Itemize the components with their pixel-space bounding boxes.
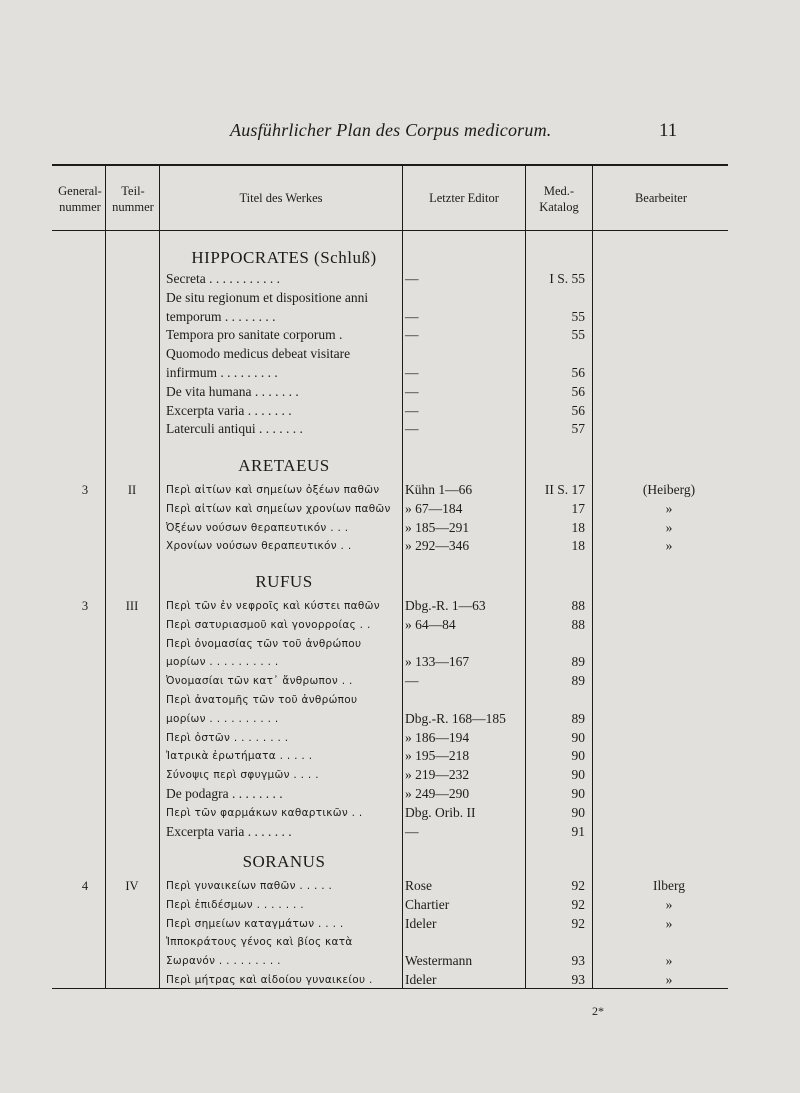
table-row [0,500,800,518]
cell-title: μορίων . . . . . . . . . . [166,656,279,669]
cell-bearbeiter: » [665,896,673,912]
cell-katalog: 89 [571,673,585,689]
cell-katalog: 57 [571,421,585,437]
table-row [0,345,800,363]
cell-editor: — [405,383,419,399]
table-row [0,635,800,653]
cell-title: temporum . . . . . . . . [166,308,276,324]
cell-katalog: 90 [571,729,585,745]
cell-editor: » 64—84 [405,616,456,632]
cell-title: Χρονίων νούσων θεραπευτικόν . . [166,540,352,553]
cell-title: De podagra . . . . . . . . [166,786,283,801]
table-row [0,915,800,933]
table-row [0,653,800,671]
cell-title: Tempora pro sanitate corporum . [166,327,343,343]
cell-editor: Dbg. Orib. II [405,804,476,820]
table-row [0,804,800,822]
cell-teil: IV [125,879,139,893]
cell-title: Σωρανόν . . . . . . . . . [166,955,281,968]
table-row [0,896,800,914]
table-row [0,766,800,784]
cell-editor: » 67—184 [405,500,463,516]
cell-title: Excerpta varia . . . . . . . [166,823,292,839]
table-row [0,537,800,555]
table-row [0,597,800,615]
cell-katalog: 92 [571,896,585,912]
cell-editor: » 186—194 [405,729,470,745]
cell-katalog: 55 [571,327,585,343]
cell-editor: — [405,823,419,839]
cell-katalog: 18 [571,519,585,535]
cell-editor: — [405,308,419,324]
cell-title: Ἱπποκράτους γένος καὶ βίος κατὰ [166,936,353,949]
cell-title: μορίων . . . . . . . . . . [166,712,279,725]
cell-title: Ὀξέων νούσων θεραπευτικόν . . . [166,521,349,534]
table-row [0,481,800,499]
cell-general: 3 [81,599,89,613]
cell-editor: — [405,327,419,343]
table-row [0,326,800,344]
cell-katalog: 91 [571,823,585,839]
page-number: 11 [659,120,678,141]
cell-title: Περὶ αἰτίων καὶ σημείων χρονίων παθῶν [166,502,391,515]
section-heading: ARETAEUS [238,456,330,475]
table-row [0,616,800,634]
section-heading: SORANUS [242,852,326,871]
table-row [0,877,800,895]
cell-katalog: 55 [571,308,585,324]
cell-title: De vita humana . . . . . . . [166,383,299,399]
cell-bearbeiter: Ilberg [653,878,685,893]
cell-title: Secreta . . . . . . . . . . . [166,271,280,286]
table-row [0,729,800,747]
cell-title: Περὶ τῶν ἐν νεφροῖς καὶ κύστει παθῶν [166,600,380,612]
table-row [0,420,800,438]
cell-editor: » 185—291 [405,519,470,535]
cell-title: Σύνοψις περὶ σφυγμῶν . . . . [166,769,319,782]
cell-editor: » 195—218 [405,748,470,764]
table-row [0,952,800,970]
cell-editor: — [405,421,419,437]
cell-title: Περὶ γυναικείων παθῶν . . . . . [166,880,333,892]
column-header-title: Titel des Werkes [239,191,323,205]
cell-katalog: I S. 55 [549,271,585,286]
table-row [0,402,800,420]
column-header-editor: Letzter Editor [429,191,499,205]
cell-katalog: 93 [571,953,585,969]
cell-katalog: 90 [571,786,585,801]
table-row [0,383,800,401]
cell-katalog: 89 [571,710,585,726]
cell-title: Περὶ σημείων καταγμάτων . . . . [166,917,344,930]
column-header-bearbeiter: Bearbeiter [634,191,688,205]
table-row [0,691,800,709]
cell-bearbeiter: » [665,538,673,554]
cell-editor: Dbg.-R. 168—185 [405,710,506,726]
table-row [0,672,800,690]
cell-teil: III [125,599,139,613]
running-title: Ausführlicher Plan des Corpus medicorum. [230,120,552,140]
column-header-general: General- nummer [58,184,102,214]
table-row [0,971,800,989]
cell-katalog: 88 [571,598,585,613]
cell-title: Περὶ σατυριασμοῦ καὶ γονορροίας . . [166,618,371,631]
section-heading: RUFUS [255,572,313,591]
cell-bearbeiter: » [665,500,673,516]
table-top-rule [52,164,728,166]
cell-katalog: 56 [571,365,585,380]
table-row [0,747,800,765]
cell-katalog: 90 [571,748,585,764]
cell-editor: » 219—232 [405,767,470,783]
cell-title: Laterculi antiqui . . . . . . . [166,421,303,437]
cell-title: infirmum . . . . . . . . . [166,365,278,380]
cell-katalog: 90 [571,804,585,820]
column-header-katalog: Med.- Katalog [539,184,579,214]
table-row [0,308,800,326]
cell-bearbeiter: (Heiberg) [642,482,696,497]
cell-title: De situ regionum et dispositione anni [166,289,369,305]
cell-katalog: 56 [571,383,585,399]
cell-editor: » 249—290 [405,786,470,801]
cell-editor: — [405,365,419,380]
cell-general: 3 [81,483,89,497]
cell-title: Περὶ αἰτίων καὶ σημείων ὀξέων παθῶν [166,484,380,496]
cell-title: Περὶ ἀνατομῆς τῶν τοῦ ἀνθρώπου [166,694,358,706]
cell-katalog: 88 [571,616,585,632]
table-row [0,710,800,728]
column-header-teil: Teil- nummer [112,184,154,214]
cell-katalog: 89 [571,654,585,670]
cell-katalog: 93 [571,972,585,987]
cell-editor: Kühn 1—66 [405,482,473,497]
cell-katalog: 92 [571,915,585,931]
table-row [0,519,800,537]
table-row [0,364,800,382]
cell-title: Ἰατρικὰ ἐρωτήματα . . . . . [166,750,313,763]
cell-editor: — [405,673,419,689]
cell-bearbeiter: » [665,915,673,931]
cell-bearbeiter: » [665,519,673,535]
cell-editor: Dbg.-R. 1—63 [405,598,486,613]
table-row [0,289,800,307]
cell-katalog: II S. 17 [544,482,585,497]
cell-bearbeiter: » [665,972,673,987]
cell-katalog: 92 [571,878,585,893]
cell-katalog: 90 [571,767,585,783]
cell-general: 4 [81,879,89,893]
header-bottom-rule [52,230,728,231]
cell-editor: Rose [405,878,432,893]
cell-editor: — [405,402,419,418]
cell-title: Ὀνομασίαι τῶν κατ᾽ ἄνθρωπον . . [166,675,353,688]
table-row [0,933,800,951]
cell-title: Περὶ ὀνομασίας τῶν τοῦ ἀνθρώπου [166,637,362,650]
cell-editor: — [405,271,419,286]
cell-editor: » 133—167 [405,654,470,670]
table-row [0,785,800,803]
table-row [0,270,800,288]
cell-katalog: 56 [571,402,585,418]
cell-katalog: 17 [571,500,585,516]
table-row [0,823,800,841]
cell-title: Περὶ ὀστῶν . . . . . . . . [166,731,289,744]
cell-title: Excerpta varia . . . . . . . [166,402,292,418]
cell-editor: Chartier [405,896,450,912]
cell-editor: » 292—346 [405,538,470,554]
cell-editor: Ideler [405,972,437,987]
cell-teil: II [127,483,137,497]
cell-katalog: 18 [571,538,585,554]
cell-title: Περὶ ἐπιδέσμων . . . . . . . [166,898,304,911]
running-head [0,120,800,146]
cell-title: Περὶ μήτρας καὶ αἰδοίου γυναικείου . [166,974,373,986]
cell-editor: Westermann [405,953,473,969]
cell-editor: Ideler [405,915,437,931]
cell-title: Περὶ τῶν φαρμάκων καθαρτικῶν . . [166,806,363,819]
cell-bearbeiter: » [665,953,673,969]
cell-title: Quomodo medicus debeat visitare [166,346,351,362]
section-heading: HIPPOCRATES (Schluß) [191,248,377,267]
signature-mark: 2* [592,1004,604,1018]
